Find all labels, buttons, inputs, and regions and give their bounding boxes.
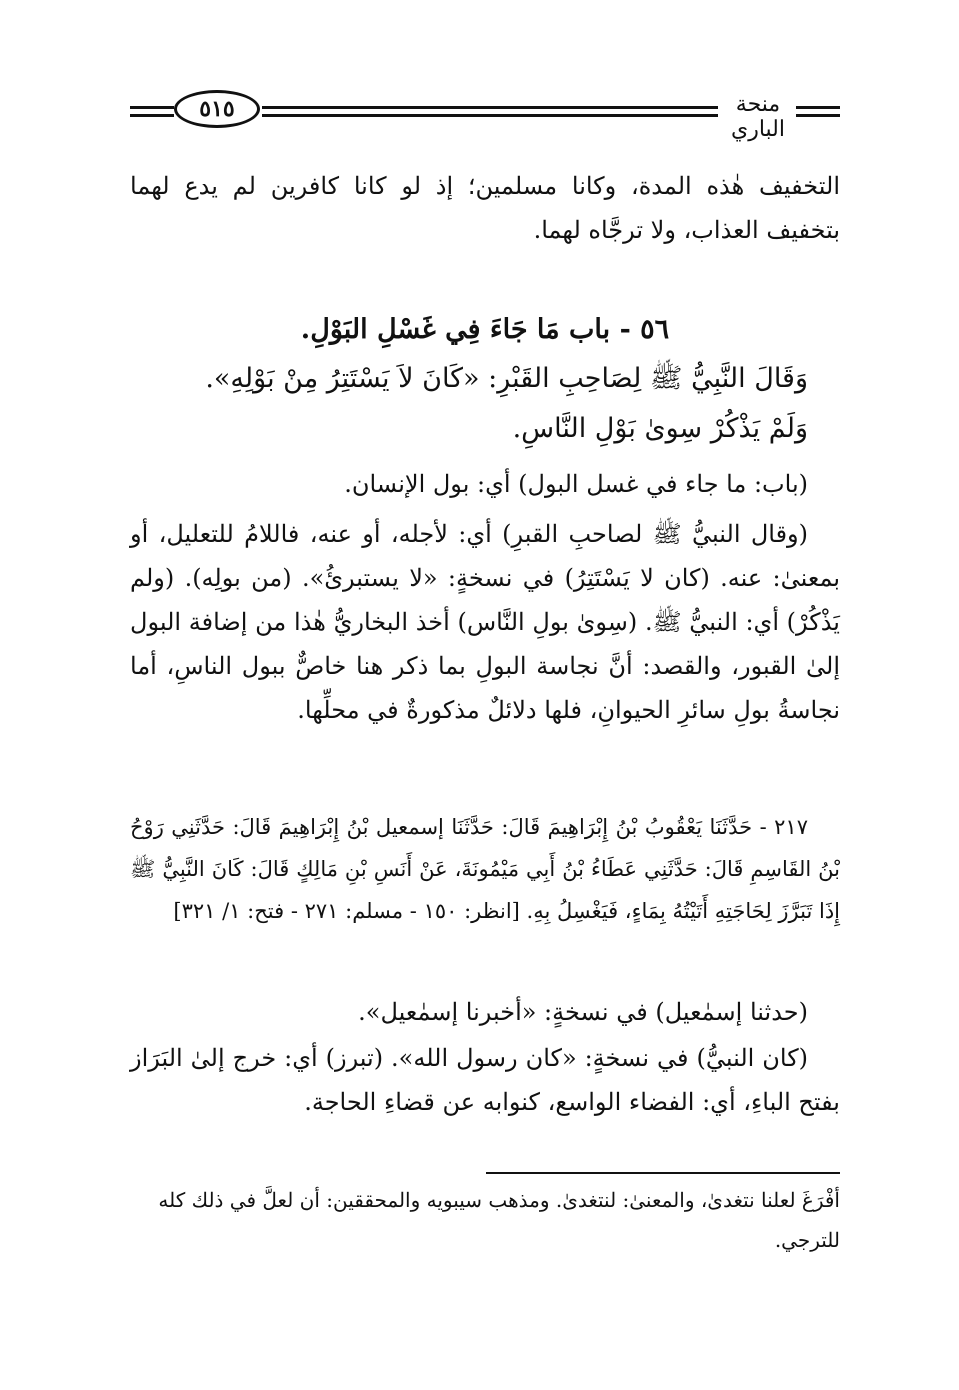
sanad-commentary: (حدثنا إسمٰعيل) في نسخةٍ: «أخبرنا إسمٰعيل». <box>358 998 808 1026</box>
bab-commentary: (باب: ما جاء في غسل البول) أي: بول الإنسان. <box>344 470 808 498</box>
qal-commentary: (وقال النبيُّ ﷺ لصاحبِ القبرِ) أي: لأجله، أو عنه، فاللامُ للتعليل، أو بمعنىٰ: عنه. (كان لا يَسْتَتِرُ) في نسخةٍ: «لا يستبرئُ». (من بولِه). (ولم يَذْكُرْ) أي: النبيُّ ﷺ. (سِوىٰ بولِ النَّاس) أخذ البخاريُّ هٰذا من إضافة البول إلىٰ القبور، والقصد: أنَّ نجاسة البولِ بما ذكر هنا خاصٌّ ببول الناسِ، أما نجاسةُ بولِ سائرِ الحيوانِ، فلها دلائلٌ مذكورةٌ في محلِّها. <box>130 520 840 724</box>
hadith-217: ٢١٧ - حَدَّثَنَا يَعْقُوبُ بْنُ إِبْرَاهِيمَ قَالَ: حَدَّثَنَا إسمعيل بْنُ إِبْرَاهِيمَ قَالَ: حَدَّثَنِي رَوْحُ بْنُ القَاسِمِ قَالَ: حَدَّثَنِي عَطَاءُ بْنُ أَبِي مَيْمُونَةَ، عَنْ أَنَسِ بْنِ مَالِكٍ قَالَ: كَانَ النَّبِيُّ ﷺ إِذَا تَبَرَّزَ لِحَاجَتِهِ أَتَيْتُهُ بِمَاءٍ، فَيَغْسِلُ بِهِ. [انظر: ١٥٠ - مسلم: ٢٧١ - فتح: ١/ ٣٢١] <box>130 815 840 923</box>
chapter-text-line-2: وَلَمْ يَذْكُرْ سِوىٰ بَوْلِ النَّاسِ. <box>512 413 808 444</box>
intro-paragraph: التخفيف هٰذه المدة، وكانا مسلمين؛ إذ لو كانا كافرين لم يدع لهما بتخفيف العذاب، ولا ترجَّاه لهما. <box>130 172 840 244</box>
header-rule <box>130 114 174 117</box>
footnote-separator <box>486 1172 840 1174</box>
page-number: ٥١٥ <box>174 90 260 128</box>
chapter-title: ٥٦ - باب مَا جَاءَ فِي غَسْلِ البَوْلِ. <box>300 314 670 345</box>
header-rule <box>130 106 174 109</box>
header-rule <box>796 114 840 117</box>
header-rule <box>262 114 718 117</box>
footnote: أفْرَغَ لعلنا نتغدىٰ، والمعنىٰ: لنتغدىٰ. ومذهب سيبويه والمحققين: أن لعلَّ في ذلك كله للترجي. <box>158 1188 840 1252</box>
nabi-commentary: (كان النبيُّ) في نسخةٍ: «كان رسول الله». (تبرز) أي: خرج إلىٰ البَرَاز بفتح الباءِ، أي: الفضاء الواسع، كنوابه عن قضاءِ الحاجة. <box>130 1044 840 1116</box>
chapter-text-line-1: وَقَالَ النَّبِيُّ ﷺ لِصَاحِبِ القَبْرِ: «كَانَ لاَ يَسْتَتِرُ مِنْ بَوْلِهِ». <box>205 363 808 394</box>
page-header <box>130 88 840 140</box>
header-rule <box>262 106 718 109</box>
running-title: منحة الباري <box>720 92 796 142</box>
header-rule <box>796 106 840 109</box>
